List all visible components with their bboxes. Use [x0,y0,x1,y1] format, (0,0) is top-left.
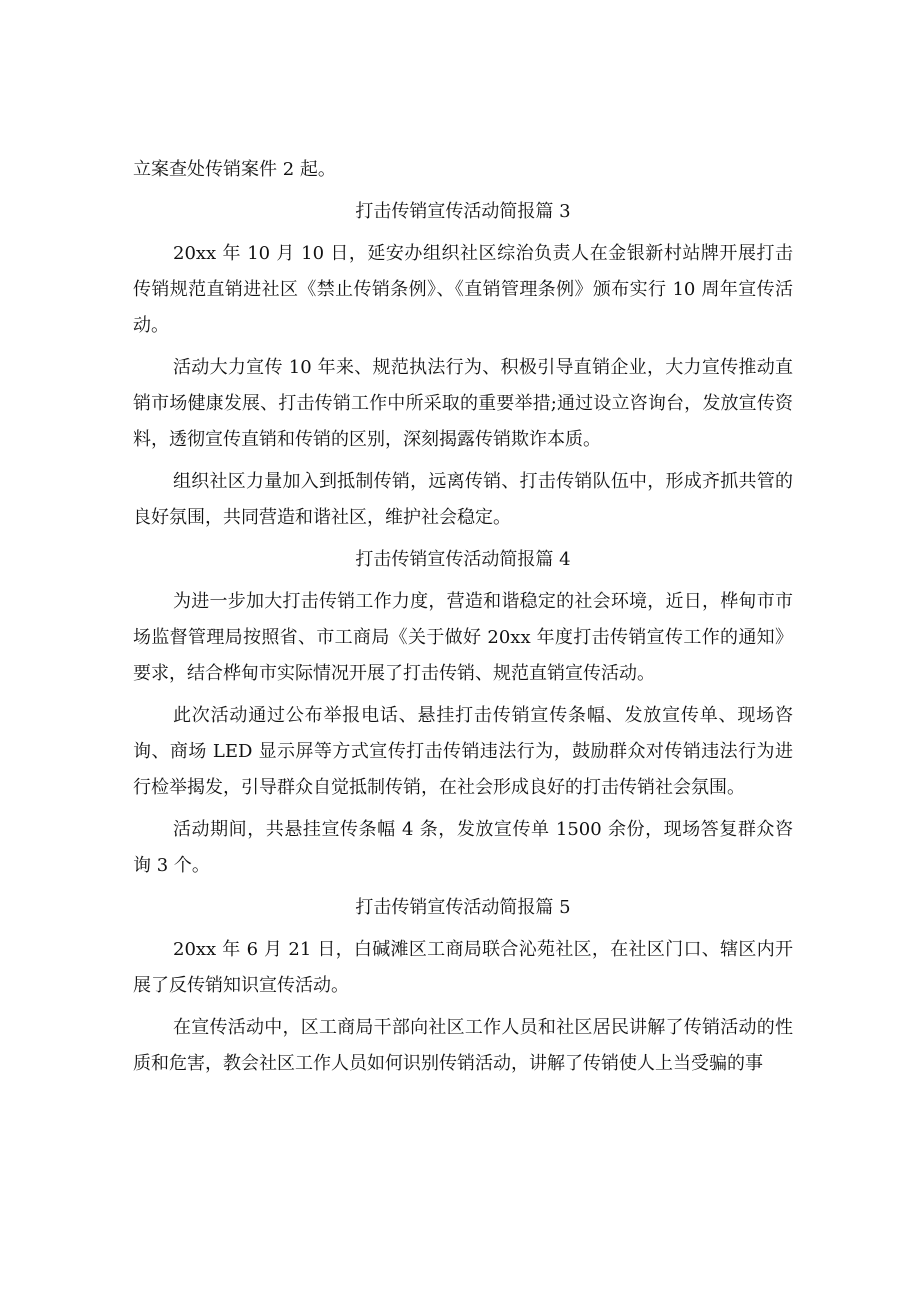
section-4-paragraph-2: 此次活动通过公布举报电话、悬挂打击传销宣传条幅、发放宣传单、现场咨询、商场 LED 显示屏等方式宣传打击传销违法行为，鼓励群众对传销违法行为进行检举揭发，引导群众自觉抵制传销，在社会形成良好的打击传销社会氛围。 [133,705,793,798]
section-3-paragraph-3: 组织社区力量加入到抵制传销，远离传销、打击传销队伍中，形成齐抓共管的良好氛围，共同营造和谐社区，维护社会稳定。 [133,471,793,528]
section-5-paragraph-1: 20xx 年 6 月 21 日，白碱滩区工商局联合沁苑社区，在社区门口、辖区内开展了反传销知识宣传活动。 [133,939,793,996]
section-3-paragraph-1: 20xx 年 10 月 10 日，延安办组织社区综治负责人在金银新村站牌开展打击传销规范直销进社区《禁止传销条例》、《直销管理条例》颁布实行 10 周年宣传活动。 [133,243,793,336]
section-3-title: 打击传销宣传活动简报篇 3 [355,201,571,222]
section-4-title: 打击传销宣传活动简报篇 4 [355,549,571,570]
document-body [133,152,793,1088]
section-3-paragraph-2: 活动大力宣传 10 年来、规范执法行为、积极引导直销企业，大力宣传推动直销市场健康发展、打击传销工作中所采取的重要举措;通过设立咨询台，发放宣传资料，透彻宣传直销和传销的区别，深刻揭露传销欺诈本质。 [133,357,793,450]
section-5-paragraph-2: 在宣传活动中，区工商局干部向社区工作人员和社区居民讲解了传销活动的性质和危害，教会社区工作人员如何识别传销活动，讲解了传销使人上当受骗的事 [133,1017,793,1074]
section-4-paragraph-1: 为进一步加大打击传销工作力度，营造和谐稳定的社会环境，近日，桦甸市市场监督管理局按照省、市工商局《关于做好 20xx 年度打击传销宣传工作的通知》要求，结合桦甸市实际情况开展了打击传销、规范直销宣传活动。 [133,591,793,684]
section-4-paragraph-3: 活动期间，共悬挂宣传条幅 4 条，发放宣传单 1500 余份，现场答复群众咨询 3 个。 [133,819,793,876]
intro-paragraph: 立案查处传销案件 2 起。 [133,159,336,180]
section-5-title: 打击传销宣传活动简报篇 5 [355,897,571,918]
